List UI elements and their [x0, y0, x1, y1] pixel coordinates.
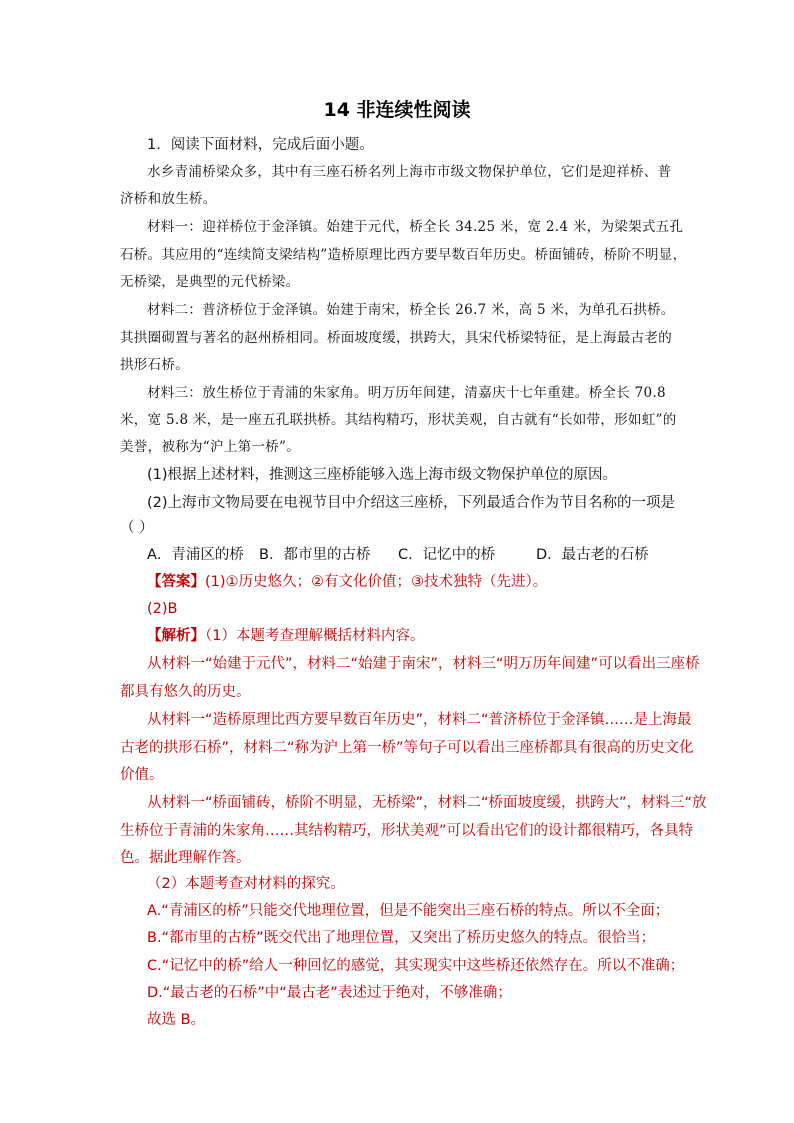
sub-question-2-blank: （ ） [120, 520, 154, 536]
passage-line: 其拱圈砌置与著名的赵州桥相同。桥面坡度缓，拱跨大，具宋代桥梁特征，是上海最古老的 [120, 330, 672, 346]
option-b: B．都市里的古桥 [259, 547, 371, 563]
analysis-text: 从材料一“始建于元代”，材料二“始建于南宋”，材料三“明万历年间建”可以看出三座桥 [147, 656, 700, 672]
analysis-2-intro: （2）本题考查对材料的探究。 [147, 876, 345, 892]
passage-line: 材料一：迎祥桥位于金泽镇。始建于元代，桥全长 34.25 米，宽 2.4 米，为梁架式五孔 [147, 219, 684, 235]
passage-line: 石桥。其应用的“连续简支梁结构”造桥原理比西方要早数百年历史。桥面铺砖，桥阶不明显， [120, 247, 687, 263]
analysis-2-text: A.“青浦区的桥”只能交代地理位置，但是不能突出三座石桥的特点。所以不全面； [147, 903, 670, 919]
passage-line: 材料二：普济桥位于金泽镇。始建于南宋，桥全长 26.7 米，高 5 米，为单孔石拱桥。 [147, 302, 675, 318]
option-c: C．记忆中的桥 [398, 547, 496, 563]
answer-label: 【答案】 [147, 574, 205, 590]
analysis-2-text: B.“都市里的古桥”既交代出了地理位置，又突出了桥历史悠久的特点。很恰当； [147, 930, 656, 946]
answer-2: (2)B [147, 601, 178, 617]
analysis-2-text: 故选 B。 [147, 1012, 206, 1028]
analysis-intro: （1）本题考查理解概括材料内容。 [205, 628, 425, 644]
passage-line: 米，宽 5.8 米，是一座五孔联拱桥。其结构精巧，形状美观，自古就有“长如带，形如虹”的 [120, 412, 677, 428]
analysis-text: 从材料一“桥面铺砖，桥阶不明显，无桥梁”，材料二“桥面坡度缓，拱跨大”，材料三“放 [147, 795, 707, 811]
analysis-line [147, 627, 424, 645]
sub-question-2: (2)上海市文物局要在电视节目中介绍这三座桥，下列最适合作为节目名称的一项是 [147, 495, 676, 511]
passage-line: 拱形石桥。 [120, 357, 189, 373]
answer-line [147, 573, 547, 591]
analysis-text: 价值。 [120, 767, 164, 783]
analysis-label: 【解析】 [147, 628, 205, 644]
analysis-text: 生桥位于青浦的朱家角……其结构精巧，形状美观”可以看出它们的设计都很精巧，各具特 [120, 823, 694, 839]
option-a: A．青浦区的桥 [147, 547, 244, 563]
question-intro: 1．阅读下面材料，完成后面小题。 [147, 137, 374, 153]
analysis-text: 色。据此理解作答。 [120, 850, 251, 866]
option-d: D．最古老的石桥 [536, 547, 649, 563]
page-title: 14 非连续性阅读 [323, 99, 471, 121]
passage-line: 济桥和放生桥。 [120, 191, 217, 207]
passage-line: 无桥梁，是典型的元代桥梁。 [120, 274, 300, 290]
passage-line: 美誉，被称为“沪上第一桥”。 [120, 439, 301, 455]
passage-line: 水乡青浦桥梁众多，其中有三座石桥名列上海市市级文物保护单位，它们是迎祥桥、普 [147, 164, 672, 180]
passage-line: 材料三：放生桥位于青浦的朱家角。明万历年间建，清嘉庆十七年重建。桥全长 70.8 [147, 385, 666, 401]
analysis-text: 都具有悠久的历史。 [120, 684, 251, 700]
analysis-text: 古老的拱形石桥”，材料二“称为沪上第一桥”等句子可以看出三座桥都具有很高的历史文化 [120, 740, 694, 756]
analysis-text: 从材料一“造桥原理比西方要早数百年历史”，材料二“普济桥位于金泽镇……是上海最 [147, 712, 692, 728]
answer-text: (1)①历史悠久；②有文化价值；③技术独特（先进）。 [205, 574, 548, 590]
analysis-2-text: D.“最古老的石桥”中“最古老”表述过于绝对，不够准确； [147, 985, 512, 1001]
analysis-2-text: C.“记忆中的桥”给人一种回忆的感觉，其实现实中这些桥还依然存在。所以不准确； [147, 958, 685, 974]
sub-question-1: (1)根据上述材料，推测这三座桥能够入选上海市级文物保护单位的原因。 [147, 467, 618, 483]
